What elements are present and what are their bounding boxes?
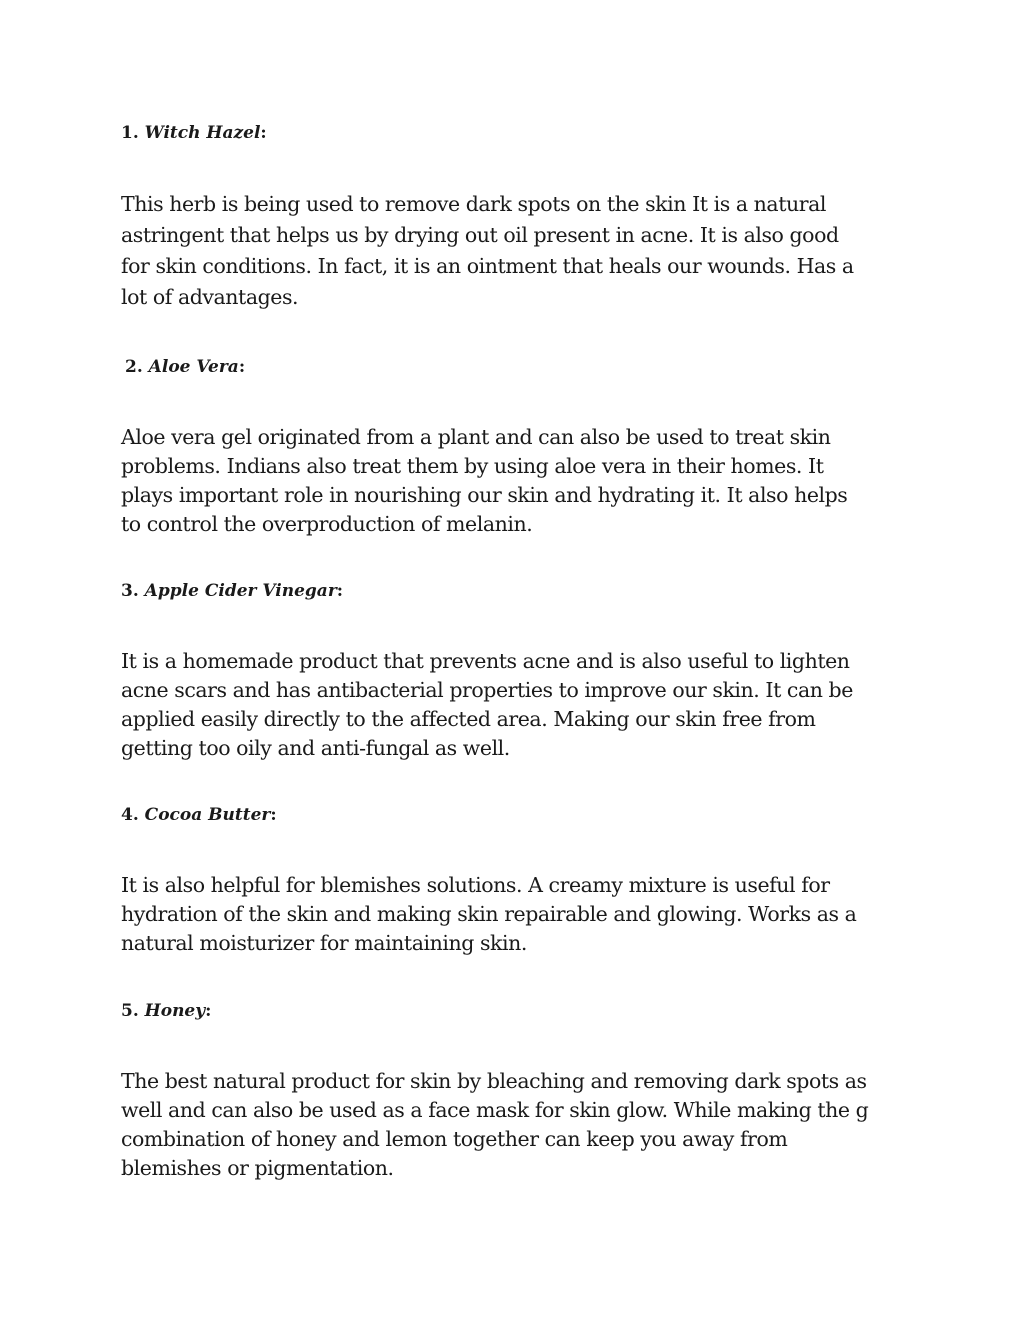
body-line: hydration of the skin and making skin repairable and glowing. Works as a — [121, 902, 857, 926]
body-line: blemishes or pigmentation. — [121, 1156, 394, 1180]
section-number: 2. — [125, 357, 143, 377]
body-line: to control the overproduction of melanin. — [121, 512, 533, 536]
section-heading-apple-cider-vinegar — [121, 580, 343, 602]
section-heading-witch-hazel — [121, 122, 267, 144]
section-heading-honey — [121, 1000, 211, 1022]
section-body-aloe-vera — [121, 423, 911, 539]
body-line: The best natural product for skin by bleaching and removing dark spots as — [121, 1069, 867, 1093]
section-title: Honey — [144, 1001, 206, 1021]
section-colon: : — [270, 805, 277, 825]
section-number: 5. — [121, 1001, 139, 1021]
body-line: applied easily directly to the affected area. Making our skin free from — [121, 707, 816, 731]
section-body-apple-cider-vinegar — [121, 647, 911, 763]
body-line: It is a homemade product that prevents acne and is also useful to lighten — [121, 649, 850, 673]
body-line: getting too oily and anti-fungal as well. — [121, 736, 510, 760]
section-colon: : — [238, 357, 246, 377]
section-heading-cocoa-butter — [121, 804, 277, 826]
section-number: 1. — [121, 123, 139, 143]
section-number: 4. — [121, 805, 139, 825]
section-colon: : — [260, 123, 267, 143]
section-title: Witch Hazel — [144, 123, 261, 143]
section-heading-aloe-vera — [125, 356, 245, 378]
section-title: Aloe Vera — [148, 357, 239, 377]
body-line: problems. Indians also treat them by using aloe vera in their homes. It — [121, 454, 824, 478]
body-line: well and can also be used as a face mask for skin glow. While making the g — [121, 1098, 869, 1122]
body-line: acne scars and has antibacterial properties to improve our skin. It can be — [121, 678, 853, 702]
section-number: 3. — [121, 581, 139, 601]
body-line: natural moisturizer for maintaining skin. — [121, 931, 527, 955]
body-line: This herb is being used to remove dark spots on the skin It is a natural — [121, 192, 826, 216]
section-title: Apple Cider Vinegar — [144, 581, 337, 601]
body-line: It is also helpful for blemishes solutions. A creamy mixture is useful for — [121, 873, 830, 897]
section-body-honey — [121, 1067, 911, 1183]
body-line: Aloe vera gel originated from a plant and can also be used to treat skin — [121, 425, 831, 449]
section-colon: : — [336, 581, 344, 601]
section-colon: : — [205, 1001, 212, 1021]
body-line: astringent that helps us by drying out oil present in acne. It is also good — [121, 223, 839, 247]
section-body-cocoa-butter — [121, 871, 911, 958]
section-body-witch-hazel — [121, 189, 911, 313]
body-line: combination of honey and lemon together can keep you away from — [121, 1127, 788, 1151]
section-title: Cocoa Butter — [144, 805, 271, 825]
body-line: for skin conditions. In fact, it is an ointment that heals our wounds. Has a — [121, 254, 854, 278]
body-line: lot of advantages. — [121, 285, 299, 309]
body-line: plays important role in nourishing our skin and hydrating it. It also helps — [121, 483, 848, 507]
